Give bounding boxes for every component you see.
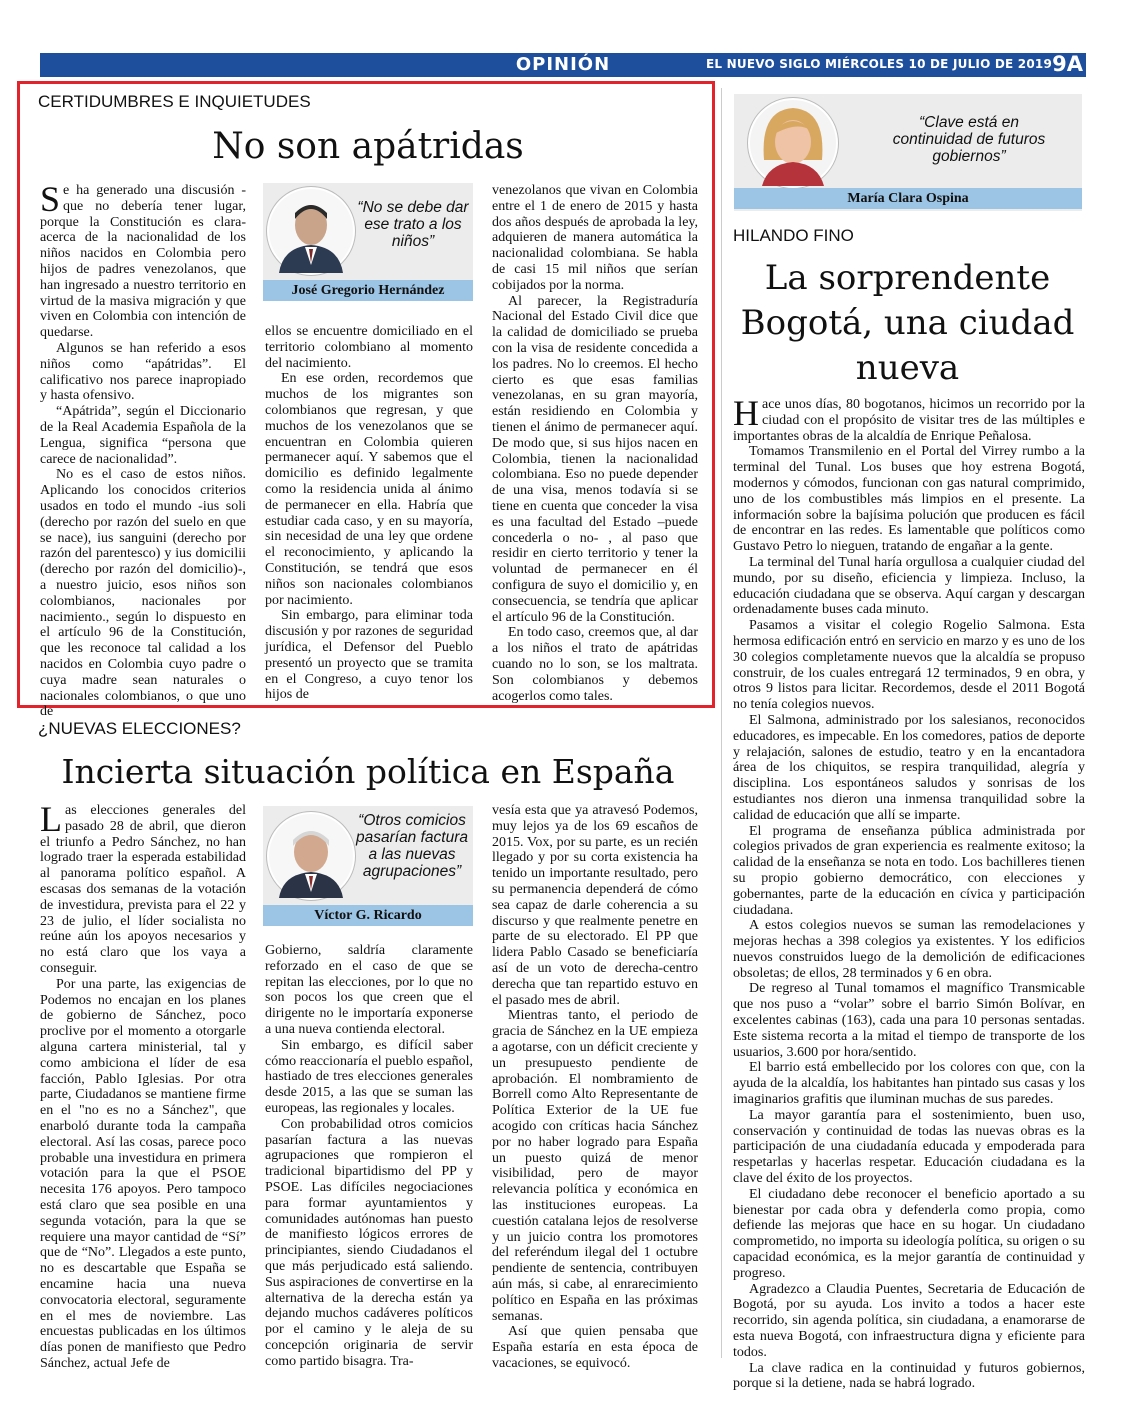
- paragraph: No es el caso de estos niños. Aplicando los conocidos criterios usados en todo el mundo -ius soli (derecho por razón del suelo en que se nace), ius sanguini (derecho por razón del parentesco) y ius domicilii (derecho por razón del domicilio)-, a nuestro juicio, esos niños son colombianos, nacionales por nacimiento., según lo dispuesto en el artículo 96 de la Constitución, que les reconoce tal calidad a los nacidos en Colombia cuyo padre o cuya madre sean naturales o nacionales colombianos, o que uno de: [40, 467, 246, 720]
- article3-kicker: HILANDO FINO: [733, 226, 854, 245]
- paragraph: El programa de enseñanza pública administrada por colegios privados de gran experiencia es realmente exitoso; la calidad de la enseñanza se nota en todo. Los bachilleres tienen su propio gobierno democrático, con elecciones y gobernantes, parte de la educación en cívica y participación ciudadana.: [733, 823, 1085, 918]
- dateline: EL NUEVO SIGLO MIÉRCOLES 10 DE JULIO DE 2019: [706, 57, 1052, 71]
- paragraph: Con probabilidad otros comicios pasarían factura a las nuevas agrupaciones que rompieron el tradicional bipartidismo del PP y PSOE. Las difíciles negociaciones para formar ayuntamientos y comunidades autónomas han puesto de manifiesto lógicos errores de principiantes, siendo Ciudadanos el que más perjudicado está saliendo. Sus aspiraciones de convertirse en la alternativa de la derecha están ya dejando muchos cadáveres políticos por el camino y le aleja de su concepción originaria de servir como partido bisagra. Tra-: [265, 1116, 473, 1369]
- pull-quote: “Otros comicios pasarían factura a las nuevas agrupaciones”: [355, 812, 468, 880]
- article2-col2: [265, 943, 473, 1369]
- article2-col1: [40, 799, 246, 1371]
- article3-title: La sorprendente Bogotá, una ciudad nueva: [740, 258, 1075, 388]
- article1-col3: [492, 183, 698, 704]
- paragraph: El ciudadano debe reconocer el beneficio aportado a su bienestar por cada obra y defenderla como propia, como defiende las mejoras que hace en su hogar. Un ciudadano comprometido, no importa su ideología política, su origen o su capacidad económica, es la mejor garantía de continuidad y progreso.: [733, 1186, 1085, 1281]
- pull-quote: “Clave está en continuidad de futuros gobiernos”: [892, 114, 1046, 165]
- paragraph: Pasamos a visitar el colegio Rogelio Salmona. Esta hermosa edificación entró en servicio en marzo y es uno de los 30 colegios completamente nuevos que la alcaldía se propuso construir, de los cuales entregará 12 terminados, 9 en obra, y otros 9 listos para licitar. Recordemos, desde el 2011 Bogotá no tenía colegios nuevos.: [733, 618, 1085, 713]
- paragraph: En todo caso, creemos que, al dar a los niños el trato de apátridas cuando no lo son, se los maltrata. Son colombianos y debemos acogerlos como tales.: [492, 625, 698, 704]
- paragraph: La clave radica en la continuidad y futuros gobiernos, porque si la detiene, nada se habrá logrado.: [733, 1360, 1085, 1392]
- paragraph: La terminal del Tunal haría orgullosa a cualquier ciudad del mundo, por su diseño, eficiencia y limpieza. Incluso, la educación ciudadana que se observa. Aquí cargan y descargan ordenadamente buses cada minuto.: [733, 554, 1085, 618]
- page-number: 9A: [1052, 52, 1083, 76]
- author-name: María Clara Ospina: [734, 188, 1082, 209]
- paragraph: Mientras tanto, el periodo de gracia de Sánchez en la UE empieza a agotarse, con un déficit creciente y un presupuesto pendiente de aprobación. El nombramiento de Borrell como Alto Representante de Política Exterior de la UE fue acogido con críticas hacia Sánchez por no haber logrado para España un puesto quizá de menor visibilidad, pero de mayor relevancia política y económica en las instituciones europeas. La cuestión catalana lejos de resolverse y un juicio contra los promotores del referéndum ilegal del 1 octubre pendiente de sentencia, contribuyen aún más, si cabe, al enrarecimiento político en España en las próximas semanas.: [492, 1008, 698, 1324]
- author-photo: [267, 187, 355, 275]
- paragraph: vesía esta que ya atravesó Podemos, muy lejos ya de los 69 escaños de 2015. Vox, por su parte, es un recién llegado y por su corta existencia ha tenido un importante resultado, pero su permanencia dependerá de cómo sea capaz de darle coherencia a su discurso y que realmente penetre en parte de su electorado. El PP que lidera Pablo Casado se beneficiaría así de un voto de derecha-centro derecha que tan repartido estuvo en el pasado mes de abril.: [492, 803, 698, 1008]
- section-header-bar: [40, 53, 1086, 77]
- author-photo: [748, 98, 838, 188]
- paragraph: Sin embargo, para eliminar toda discusión y por razones de seguridad jurídica, el Defensor del Pueblo presentó un proyecto que se tramita en el Congreso, a cuyo tenor los hijos de: [265, 608, 473, 703]
- paragraph: venezolanos que vivan en Colombia entre el 1 de enero de 2015 y hasta dos años después de aprobada la ley, adquieren de manera automática la nacionalidad colombiana. Se habla de casi 15 mil niños que serían cobijados por la norma.: [492, 183, 698, 293]
- article1-title: No son apátridas: [212, 126, 524, 167]
- article2-kicker: ¿NUEVAS ELECCIONES?: [38, 719, 241, 738]
- paragraph: ellos se encuentre domiciliado en el territorio colombiano al momento del nacimiento.: [265, 324, 473, 371]
- article3-body: [733, 393, 1085, 1392]
- paragraph: El barrio está embellecido por los colores con que, con la ayuda de la alcaldía, los habitantes han pintado sus casas y los imaginarios grafitis que iluminan muchas de sus paredes.: [733, 1060, 1085, 1108]
- dropcap: L: [40, 799, 62, 839]
- author-name: Víctor G. Ricardo: [263, 905, 473, 926]
- author-photo: [267, 812, 355, 900]
- paragraph: Algunos se han referido a esos niños como “apátridas”. El calificativo nos parece inapropiado y hasta ofensivo.: [40, 340, 246, 404]
- dropcap: S: [40, 179, 61, 219]
- article1-col1: [40, 179, 246, 720]
- paragraph: as elecciones generales del pasado 28 de abril, que dieron el triunfo a Pedro Sánchez, no han logrado traer la esperada estabilidad al panorama político español. A escasas dos semanas de la votación de investidura, prevista para el 22 y 23 de julio, el líder socialista no reúne aún los apoyos necesarios y no está claro que los vaya a conseguir.: [40, 803, 246, 976]
- paragraph: e ha generado una discusión -que no debería tener lugar, porque la Constitución es clara- acerca de la nacionalidad de los niños nacidos en Colombia pero hijos de padres venezolanos, que han ingresado a nuestro territorio en virtud de la masiva migración y que viven en Colombia con intención de quedarse.: [40, 183, 246, 341]
- paragraph: Gobierno, saldría claramente reforzado en el caso de que se repitan las elecciones, por lo que no son pocos los que creen que el dirigente no le importaría exponerse a una nueva contienda electoral.: [265, 943, 473, 1037]
- paragraph: En ese orden, recordemos que muchos de los migrantes son colombianos que regresan, y que muchos de los venezolanos que se encuentran en Colombia quieren permanecer aquí. Y sabemos que el domicilio es definido legalmente como la residencia unida al ánimo de permanecer en ella. Habría que estudiar cada caso, y en su mayoría, sin necesidad de una ley que ordene el reconocimiento, y aplicando la Constitución, se tendrá que esos niños son nacionales colombianos por nacimiento.: [265, 371, 473, 608]
- paragraph: Agradezco a Claudia Puentes, Secretaria de Educación de Bogotá, por su ayuda. Los invito a todos a hacer este recorrido, sin agenda política, sin ciudadana, a enamorarse de esta nueva Bogotá, con infraestructura digna y eficiente para todos.: [733, 1281, 1085, 1360]
- paragraph: Tomamos Transmilenio en el Portal del Virrey rumbo a la terminal del Tunal. Los buses que hoy estrena Bogotá, modernos y cómodos, funcionan con gas natural comprimido, uno de los combustibles más limpios en el presente. La información sobre la bajísima polución que producen es fácil de encontrar en las redes. Es lamentable que políticos como Gustavo Petro lo nieguen, tratando de engañar a la gente.: [733, 444, 1085, 555]
- pull-quote: “No se debe dar ese trato a los niños”: [357, 199, 469, 250]
- article2-col3: [492, 803, 698, 1371]
- article1-col2: [265, 324, 473, 703]
- column-divider: [721, 88, 722, 1358]
- author-box: [263, 806, 473, 926]
- paragraph: Por una parte, las exigencias de Podemos no encajan en los planes de gobierno de Sánchez, poco proclive por el momento a otorgarle alguna cartera ministerial, tal y como ambiciona el líder de esa facción, Pablo Iglesias. Por otra parte, Ciudadanos se mantiene firme en el "no es no a Sánchez", que enarboló durante toda la campaña electoral. Así las cosas, parece poco probable una investidura en primera votación para la que el PSOE necesita 176 apoyos. Pero tampoco está claro que sea posible en una segunda votación, para la que se requiere una mayor cantidad de “Sí” que de “No”. Llegados a este punto, no es descartable que España se encamine hacia una nueva convocatoria electoral, seguramente en el mes de noviembre. Las encuestas publicadas en los últimos días ponen de manifiesto que Pedro Sánchez, actual Jefe de: [40, 976, 246, 1371]
- paragraph: Así que quien pensaba que España estaría en esta época de vacaciones, se equivocó.: [492, 1324, 698, 1371]
- paragraph: A estos colegios nuevos se suman las remodelaciones y mejoras hechas a 398 colegios ya existentes. Y los edificios nuevos construidos luego de la demolición de edificaciones obsoletas; de ellos, 28 terminados y 6 en obra.: [733, 918, 1085, 981]
- author-name: José Gregorio Hernández: [263, 280, 473, 301]
- article1-kicker: CERTIDUMBRES E INQUIETUDES: [38, 92, 311, 111]
- paragraph: “Apátrida”, según el Diccionario de la Real Academia Española de la Lengua, significa “persona que carece de nacionalidad”.: [40, 404, 246, 467]
- article2-title: Incierta situación política en España: [61, 752, 675, 791]
- paragraph: La mayor garantía para el sostenimiento, buen uso, conservación y continuidad de todas las nuevas obras es la participación de una ciudadanía educada y empoderada para respetarlas y hacerlas respetar. Educación ciudadana es la clave del éxito de los proyectos.: [733, 1107, 1085, 1187]
- paragraph: Sin embargo, es difícil saber cómo reaccionaría el pueblo español, hastiado de tres elecciones generales desde 2015, a las que se suman las europeas, las regionales y locales.: [265, 1037, 473, 1116]
- section-title: OPINIÓN: [515, 54, 611, 75]
- paragraph: El Salmona, administrado por los salesianos, reconocidos educadores, es impecable. En los comedores, patios de deporte y relajación, salones de estudio, teatro y en la encantadora área de los chiquitos, se respira tranquilidad, alegría y disciplina. Los espontáneos saludos y sonrisas de los estudiantes nos dieron una inmensa tranquilidad sobre la calidad de educación que allí se imparte.: [733, 712, 1085, 823]
- paragraph: ace unos días, 80 bogotanos, hicimos un recorrido por la ciudad con el propósito de visitar tres de las múltiples e importantes obras de la alcaldía de Enrique Peñalosa.: [733, 397, 1085, 444]
- author-box: [263, 183, 473, 301]
- author-box: [734, 94, 1082, 211]
- paragraph: De regreso al Tunal tomamos el magnífico Transmicable que nos puso a “volar” sobre el barrio Simón Bolívar, en excelentes cabinas (163), cada una para 10 personas sentadas. Este sistema recorta a la mitad el tiempo de transporte de los usuarios, 3.600 por hora/sentido.: [733, 981, 1085, 1060]
- paragraph: Al parecer, la Registraduría Nacional del Estado Civil dice que la calidad de domiciliado se prueba con la visa de residente concedida a los padres. No lo creemos. El hecho cierto es que esas familias venezolanas, en su gran mayoría, están residiendo en Colombia y tienen el ánimo de permanecer aquí. De modo que, si sus hijos nacen en Colombia, tienen la nacionalidad colombiana. Eso no puede depender de una visa, menos todavía si se tiene en cuenta que conceder la visa es una facultad del Estado –puede concederla o no- , al paso que residir en cierto territorio y tener la voluntad de permanecer en él configura de suyo el domicilio y, en consecuencia, se tendría que aplicar el artículo 96 de la Constitución.: [492, 293, 698, 625]
- dropcap: H: [733, 393, 759, 433]
